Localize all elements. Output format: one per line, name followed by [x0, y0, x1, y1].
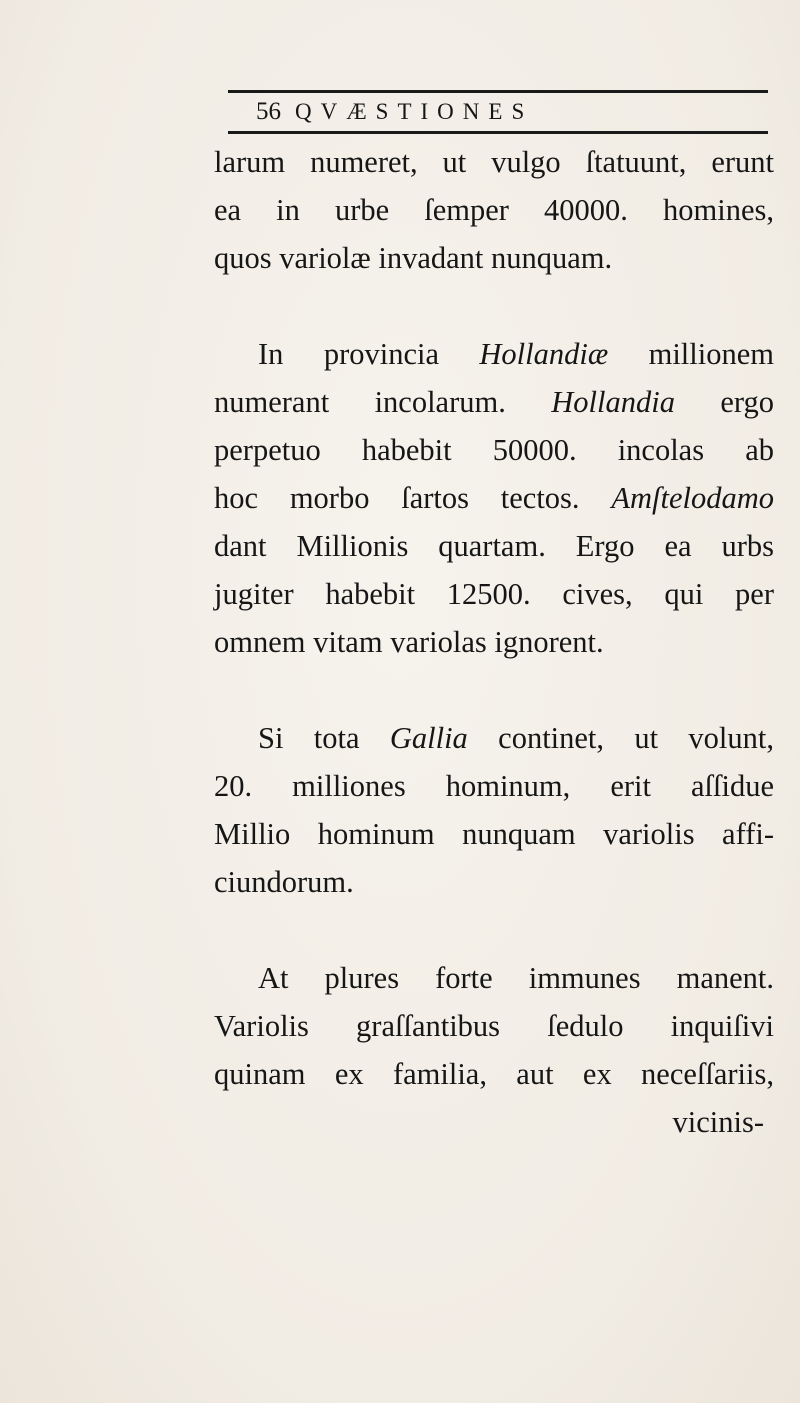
text-run: hoc morbo ſartos tectos.	[214, 481, 612, 515]
header-rule-top	[228, 90, 768, 93]
text-line: larum numeret, ut vulgo ſtatuunt, erunt	[214, 145, 774, 179]
text-line: dant Millionis quartam. Ergo ea urbs	[214, 529, 774, 563]
text-line: At plures forte immunes manent.	[258, 961, 774, 995]
text-line: omnem vitam variolas ignorent.	[214, 625, 604, 659]
text-run: millionem	[608, 337, 774, 371]
text-line: jugiter habebit 12500. cives, qui per	[214, 577, 774, 611]
text-line: Variolis graſſantibus ſedulo inquiſivi	[214, 1009, 774, 1043]
italic-place-name: Hollandia	[551, 385, 675, 419]
italic-place-name: Hollandiæ	[479, 337, 609, 371]
text-line	[214, 330, 774, 378]
text-line: quos variolæ invadant nunquam.	[214, 241, 613, 275]
text-line	[214, 714, 774, 762]
running-head	[256, 98, 533, 128]
text-run: continet, ut volunt,	[467, 721, 775, 755]
text-line: quinam ex familia, aut ex neceſſariis,	[214, 1057, 774, 1091]
paragraph-gap	[214, 666, 774, 714]
text-run: ergo	[674, 385, 774, 419]
text-line: perpetuo habebit 50000. incolas ab	[214, 433, 774, 467]
paragraph-gap	[214, 282, 774, 330]
italic-place-name: Gallia	[389, 721, 468, 755]
text-line: Millio hominum nunquam variolis affi-	[214, 817, 774, 851]
body-text	[214, 138, 774, 1146]
italic-place-name: Amſtelodamo	[611, 481, 774, 515]
paragraph-gap	[214, 906, 774, 954]
text-line	[214, 378, 774, 426]
page-number: 56	[256, 98, 281, 125]
text-run: numerant incolarum.	[214, 385, 552, 419]
text-line: ciundorum.	[214, 865, 354, 899]
text-line: ea in urbe ſemper 40000. homines,	[214, 193, 774, 227]
text-run: In provincia	[258, 337, 480, 371]
header-rule-bottom	[228, 131, 768, 134]
text-line	[214, 474, 774, 522]
text-run: Si tota	[258, 721, 390, 755]
text-line: 20. milliones hominum, erit aſſidue	[214, 769, 774, 803]
catchword: vicinis-	[672, 1105, 764, 1139]
running-head-title: QVÆSTIONES	[295, 99, 534, 124]
